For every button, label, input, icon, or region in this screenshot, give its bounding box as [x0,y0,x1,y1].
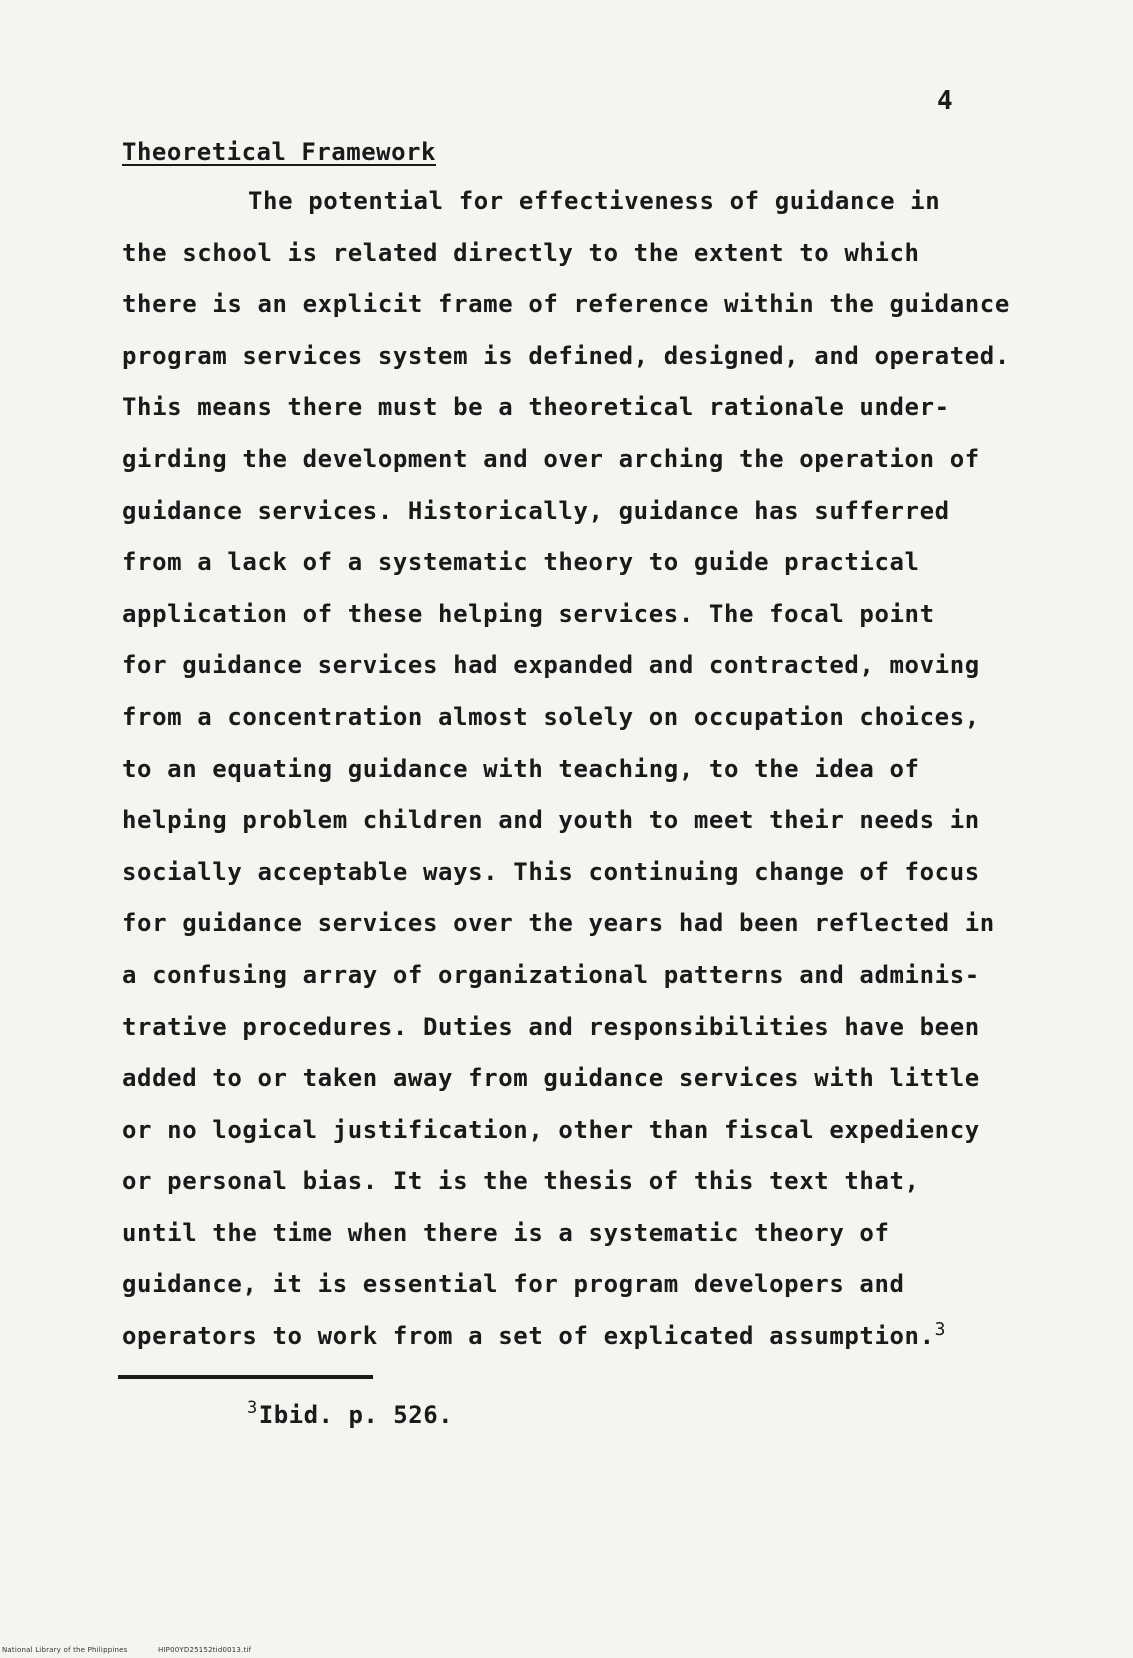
body-paragraph [122,176,1042,1363]
paragraph-line-text: operators to work from a set of explicated assumption. [122,1322,935,1351]
paragraph-line: guidance services. Historically, guidance has sufferred [122,496,950,525]
footer-file-id: HIP00YD25152tid0013.tif [157,1646,252,1654]
paragraph-line: for guidance services had expanded and contracted, moving [122,651,980,680]
paragraph-line: trative procedures. Duties and responsibilities have been [122,1012,980,1041]
footnote-reference: 3 [934,1319,947,1341]
paragraph-line: for guidance services over the years had been reflected in [122,909,995,938]
paragraph-line: socially acceptable ways. This continuing change of focus [122,857,980,886]
scan-footer [2,1646,279,1654]
paragraph-line: helping problem children and youth to meet their needs in [122,806,980,835]
footnote-divider [118,1375,373,1379]
paragraph-line: The potential for effectiveness of guidance in [248,187,941,215]
paragraph-line: to an equating guidance with teaching, to the idea of [122,754,920,783]
paragraph-line: the school is related directly to the extent to which [122,238,920,267]
paragraph-line: or no logical justification, other than fiscal expediency [122,1115,980,1144]
paragraph-line: a confusing array of organizational patterns and adminis- [122,960,980,989]
paragraph-line: or personal bias. It is the thesis of this text that, [122,1167,920,1196]
paragraph-line: from a lack of a systematic theory to guide practical [122,548,920,577]
section-heading: Theoretical Framework [122,138,436,166]
paragraph-line: application of these helping services. The focal point [122,599,935,628]
paragraph-line: program services system is defined, designed, and operated. [122,341,1010,370]
page-number: 4 [937,86,953,116]
footnote [247,1398,453,1429]
footnote-text: Ibid. p. 526. [258,1401,454,1429]
paragraph-line: there is an explicit frame of reference within the guidance [122,290,1010,319]
paragraph-line: girding the development and over arching the operation of [122,444,980,473]
paragraph-line: This means there must be a theoretical rationale under- [122,393,950,422]
paragraph-line: guidance, it is essential for program developers and [122,1270,905,1299]
footer-library: National Library of the Philippines [2,1646,128,1654]
paragraph-line: until the time when there is a systematic theory of [122,1218,890,1247]
paragraph-line-last [122,1311,1042,1363]
footnote-number: 3 [247,1398,258,1418]
paragraph-line: from a concentration almost solely on occupation choices, [122,702,980,731]
paragraph-line: added to or taken away from guidance services with little [122,1064,980,1093]
